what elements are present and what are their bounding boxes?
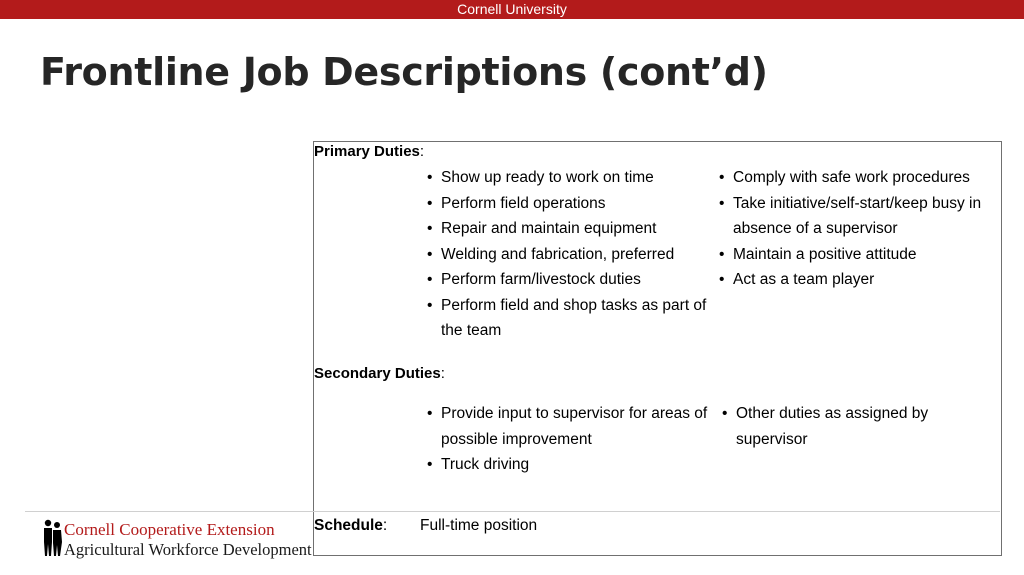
institution-name: Cornell University	[457, 1, 567, 17]
primary-duties-colon: :	[419, 143, 425, 160]
primary-duty-item: • Perform field operations	[427, 191, 709, 217]
primary-duty-item: • Perform farm/livestock duties	[427, 267, 709, 293]
footer-divider	[25, 511, 1000, 512]
schedule-value: Full-time position	[420, 517, 538, 534]
secondary-duties-heading	[314, 365, 445, 382]
secondary-duty-item: • Provide input to supervisor for areas of possible improvement	[427, 401, 711, 452]
secondary-duty-item: • Other duties as assigned by supervisor	[722, 401, 982, 452]
schedule-label: Schedule	[314, 517, 383, 534]
primary-duty-item: • Comply with safe work procedures	[719, 165, 997, 191]
primary-duty-item: • Act as a team player	[719, 267, 997, 293]
logo-line-2: Agricultural Workforce Development	[64, 540, 312, 559]
primary-duty-item: • Repair and maintain equipment	[427, 216, 709, 242]
secondary-duties-label: Secondary Duties	[314, 365, 441, 382]
slide-title: Frontline Job Descriptions (cont’d)	[40, 50, 768, 94]
secondary-duties-list-right	[722, 401, 982, 452]
secondary-duty-item: • Truck driving	[427, 452, 711, 478]
header-bar	[0, 0, 1024, 19]
schedule-colon: :	[382, 517, 388, 534]
primary-duties-list-left	[427, 165, 709, 344]
primary-duties-label: Primary Duties	[314, 143, 420, 160]
logo-line-1: Cornell Cooperative Extension	[64, 520, 275, 539]
secondary-duties-list-left	[427, 401, 711, 478]
primary-duties-heading	[314, 143, 424, 160]
primary-duty-item: • Show up ready to work on time	[427, 165, 709, 191]
primary-duty-item: • Welding and fabrication, preferred	[427, 242, 709, 268]
primary-duty-item: • Take initiative/self-start/keep busy in absence of a supervisor	[719, 191, 997, 242]
farmworker-figures-icon	[42, 518, 64, 558]
secondary-duties-colon: :	[440, 365, 445, 382]
primary-duty-item: • Maintain a positive attitude	[719, 242, 997, 268]
primary-duties-list-right	[719, 165, 997, 293]
cce-logo	[42, 516, 342, 562]
primary-duty-item: • Perform field and shop tasks as part of the team	[427, 293, 709, 344]
